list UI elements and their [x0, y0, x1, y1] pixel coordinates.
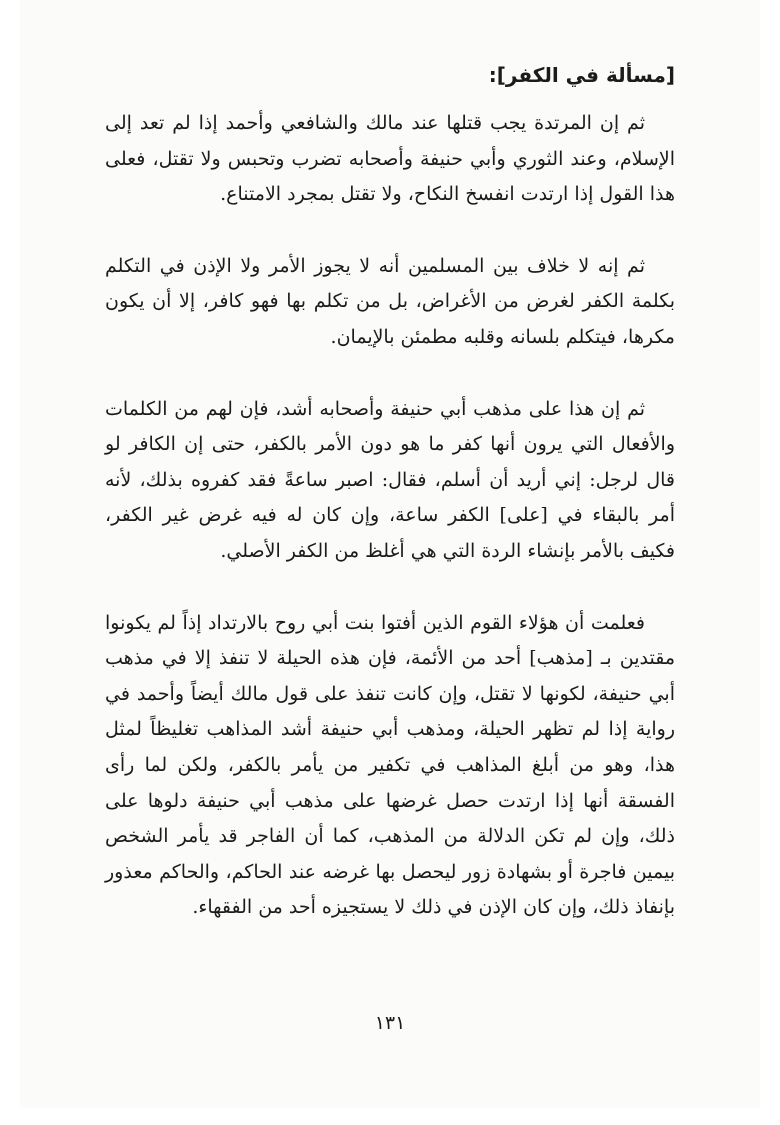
paragraph-text: ثم إنه لا خلاف بين المسلمين أنه لا يجوز الأمر ولا الإذن في التكلم بكلمة الكفر لغرض من الأغراض، بل من تكلم بها فهو كافر، إلا أن يكون مكرها، فيتكلم بلسانه وقلبه مطمئن بالإيمان.: [105, 254, 675, 348]
paragraph-text: فعلمت أن هؤلاء القوم الذين أفتوا بنت أبي روح بالارتداد إذاً لم يكونوا مقتدين بـ [مذهب] أحد من الأئمة، فإن هذه الحيلة لا تنفذ إلا في مذهب أبي حنيفة، لكونها لا تقتل، وإن كانت تنفذ على قول مالك أيضاً وأحمد في رواية إذا لم تظهر الحيلة، ومذهب أبي حنيفة أشد المذاهب تغليظاً لمثل هذا، وهو من أبلغ المذاهب في تكفير من يأمر بالكفر، ولكن لما رأى الفسقة أنها إذا ارتدت حصل غرضها على مذهب أبي حنيفة دلوها على ذلك، وإن لم تكن الدلالة من المذهب، كما أن الفاجر قد يأمر الشخص بيمين فاجرة أو بشهادة زور ليحصل بها غرضه عند الحاكم، والحاكم معذور بإنفاذ ذلك، وإن كان الإذن في ذلك لا يستجيزه أحد من الفقهاء.: [105, 611, 675, 919]
paragraph: [105, 606, 675, 926]
section-heading: [مسألة في الكفر]:: [488, 63, 675, 87]
paragraph-text: ثم إن المرتدة يجب قتلها عند مالك والشافعي وأحمد إذا لم تعد إلى الإسلام، وعند الثوري وأبي حنيفة وأصحابه تضرب وتحبس ولا تقتل، فعلى هذا القول إذا ارتدت انفسخ النكاح، ولا تقتل بمجرد الامتناع.: [105, 112, 675, 206]
paragraph: [105, 392, 675, 570]
paragraph-text: ثم إن هذا على مذهب أبي حنيفة وأصحابه أشد، فإن لهم من الكلمات والأفعال التي يرون أنها كفر ما هو دون الأمر بالكفر، حتى إن الكافر لو قال لرجل: إني أريد أن أسلم، فقال: اصبر ساعةً فقد كفروه بذلك، لأنه أمر بالبقاء في [على] الكفر ساعة، وإن كان له فيه غرض غير الكفر، فكيف بالأمر بإنشاء الردة التي هي أغلظ من الكفر الأصلي.: [105, 397, 675, 562]
paragraph: [105, 249, 675, 356]
paragraph: [105, 106, 675, 213]
page-content: [105, 58, 675, 926]
page-number: ١٣١: [374, 1012, 406, 1034]
